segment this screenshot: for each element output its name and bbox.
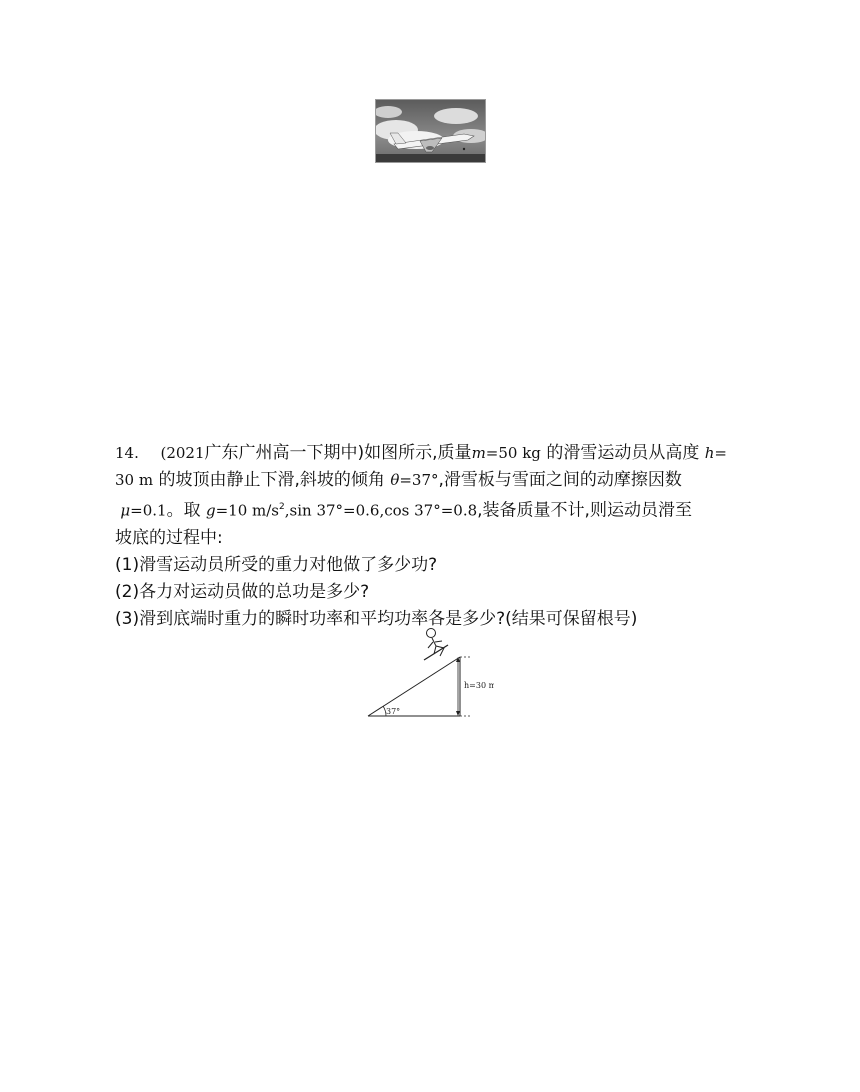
- problem-number: 14.: [115, 444, 139, 462]
- theta-symbol: θ: [390, 471, 400, 489]
- question-1: (1)滑雪运动员所受的重力对他做了多少功?: [115, 554, 438, 575]
- trig-values: ,sin 37°=0.6,cos 37°=0.8: [284, 501, 478, 520]
- height-value: 30 m: [115, 471, 154, 489]
- incline-diagram: [364, 626, 494, 720]
- height-label: h=30 m: [464, 681, 494, 690]
- stem-text: ,装备质量不计,则运动员滑至: [477, 500, 692, 521]
- stem-text: 如图所示,质量: [364, 443, 472, 463]
- g-exponent: 2: [279, 502, 285, 512]
- angle-label: 37°: [386, 707, 401, 716]
- problem-line-1: [115, 440, 745, 467]
- theta-value: =37°: [399, 471, 439, 489]
- height-symbol: h: [704, 444, 715, 462]
- mu-value: =0.1: [130, 501, 167, 520]
- incline-slope: [368, 657, 460, 716]
- problem-14: [115, 440, 745, 633]
- stem-text: ,滑雪板与雪面之间的动摩擦因数: [438, 470, 682, 490]
- g-symbol: g: [206, 501, 216, 520]
- height-equals: =: [714, 444, 727, 462]
- mass-value: =50 kg: [485, 444, 541, 462]
- skier-figure: [424, 629, 448, 661]
- question-2: (2)各力对运动员做的总功是多少?: [115, 581, 370, 602]
- problem-line-3: [115, 494, 745, 525]
- question-3: (3)滑到底端时重力的瞬时功率和平均功率各是多少?(结果可保留根号): [115, 608, 638, 629]
- stem-text: 坡底的过程中:: [115, 527, 223, 548]
- problem-source: 广东广州高一下期中): [204, 443, 365, 463]
- problem-source-year: (2021: [160, 444, 205, 462]
- airplane-photo: [375, 99, 486, 163]
- stem-text: 的滑雪运动员从高度: [546, 443, 700, 463]
- mass-symbol: m: [471, 444, 486, 462]
- problem-line-4: [115, 525, 745, 552]
- problem-line-2: [115, 467, 745, 494]
- mu-symbol: μ: [120, 501, 131, 520]
- stem-text: 。取: [166, 500, 201, 521]
- stem-text: 的坡顶由静止下滑,斜坡的倾角: [158, 470, 385, 490]
- g-value: =10 m/s: [215, 501, 280, 520]
